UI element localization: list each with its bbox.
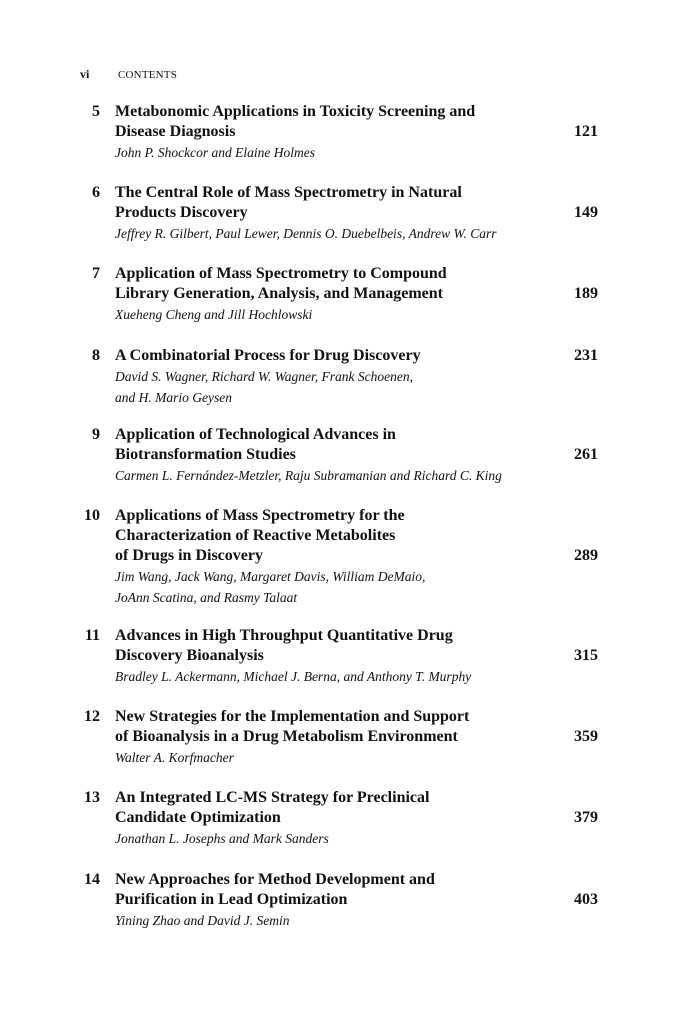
chapter-title-line: Characterization of Reactive Metabolites xyxy=(115,527,396,544)
page-number: 149 xyxy=(574,204,598,221)
chapter-authors-line: David S. Wagner, Richard W. Wagner, Frank Schoenen, xyxy=(115,369,413,384)
chapter-title-line: Disease Diagnosis xyxy=(115,123,236,140)
section-title: CONTENTS xyxy=(118,69,178,81)
chapter-title-line: Discovery Bioanalysis xyxy=(115,647,264,664)
chapter-title-line: New Strategies for the Implementation and Support xyxy=(115,708,470,725)
chapter-title-line: The Central Role of Mass Spectrometry in Natural xyxy=(115,184,462,201)
chapter-title-line: of Drugs in Discovery xyxy=(115,547,263,564)
chapter-number: 7 xyxy=(92,265,100,282)
chapter-number: 6 xyxy=(92,184,100,201)
folio: vi xyxy=(80,67,90,81)
chapter-number: 12 xyxy=(84,708,100,725)
chapter-body xyxy=(115,102,555,163)
chapter-authors-line: and H. Mario Geysen xyxy=(115,390,232,405)
chapter-number: 8 xyxy=(92,347,100,364)
chapter-body xyxy=(115,183,555,244)
chapter-number: 13 xyxy=(84,789,100,806)
chapter-authors-line: Yining Zhao and David J. Semin xyxy=(115,913,290,928)
chapter-title-line: Application of Mass Spectrometry to Compound xyxy=(115,265,447,282)
chapter-title-line: New Approaches for Method Development and xyxy=(115,871,435,888)
chapter-body xyxy=(115,626,555,687)
chapter-title-line: Biotransformation Studies xyxy=(115,446,296,463)
chapter-title-line: A Combinatorial Process for Drug Discovery xyxy=(115,347,421,364)
chapter-authors-line: John P. Shockcor and Elaine Holmes xyxy=(115,145,315,160)
chapter-body xyxy=(115,264,555,325)
chapter-authors-line: Jeffrey R. Gilbert, Paul Lewer, Dennis O. Duebelbeis, Andrew W. Carr xyxy=(115,226,497,241)
page-number: 189 xyxy=(574,285,598,302)
chapter-body xyxy=(115,425,555,486)
chapter-body xyxy=(115,788,555,849)
chapter-authors-line: JoAnn Scatina, and Rasmy Talaat xyxy=(115,590,298,605)
chapter-body xyxy=(115,506,555,608)
chapter-title-line: of Bioanalysis in a Drug Metabolism Environment xyxy=(115,728,458,745)
chapter-title-line: Purification in Lead Optimization xyxy=(115,891,348,908)
page-number: 315 xyxy=(574,647,598,664)
chapter-title-line: Metabonomic Applications in Toxicity Screening and xyxy=(115,103,476,120)
page-number: 121 xyxy=(574,123,598,140)
page-number: 261 xyxy=(574,446,598,463)
chapter-authors-line: Bradley L. Ackermann, Michael J. Berna, and Anthony T. Murphy xyxy=(115,669,472,684)
chapter-title-line: Advances in High Throughput Quantitative Drug xyxy=(115,627,453,644)
chapter-body xyxy=(115,707,555,768)
chapter-body xyxy=(115,346,555,408)
running-head xyxy=(80,66,177,83)
chapter-authors-line: Jonathan L. Josephs and Mark Sanders xyxy=(115,831,329,846)
chapter-number: 9 xyxy=(92,426,100,443)
chapter-number: 11 xyxy=(84,627,100,644)
chapter-body xyxy=(115,870,555,931)
chapter-title-line: Library Generation, Analysis, and Management xyxy=(115,285,444,302)
chapter-title-line: Candidate Optimization xyxy=(115,809,281,826)
chapter-title-line: An Integrated LC-MS Strategy for Preclinical xyxy=(115,789,430,806)
chapter-number: 14 xyxy=(84,871,100,888)
chapter-authors-line: Carmen L. Fernández-Metzler, Raju Subramanian and Richard C. King xyxy=(115,468,502,483)
page-number: 359 xyxy=(574,728,598,745)
chapter-title-line: Applications of Mass Spectrometry for the xyxy=(115,507,405,524)
page-number: 289 xyxy=(574,547,598,564)
page-number: 379 xyxy=(574,809,598,826)
chapter-title-line: Products Discovery xyxy=(115,204,248,221)
page-number: 403 xyxy=(574,891,598,908)
chapter-title-line: Application of Technological Advances in xyxy=(115,426,396,443)
page-number: 231 xyxy=(574,347,598,364)
chapter-authors-line: Jim Wang, Jack Wang, Margaret Davis, William DeMaio, xyxy=(115,569,426,584)
chapter-number: 10 xyxy=(84,507,100,524)
chapter-authors-line: Xueheng Cheng and Jill Hochlowski xyxy=(115,307,313,322)
chapter-number: 5 xyxy=(92,103,100,120)
chapter-authors-line: Walter A. Korfmacher xyxy=(115,750,234,765)
